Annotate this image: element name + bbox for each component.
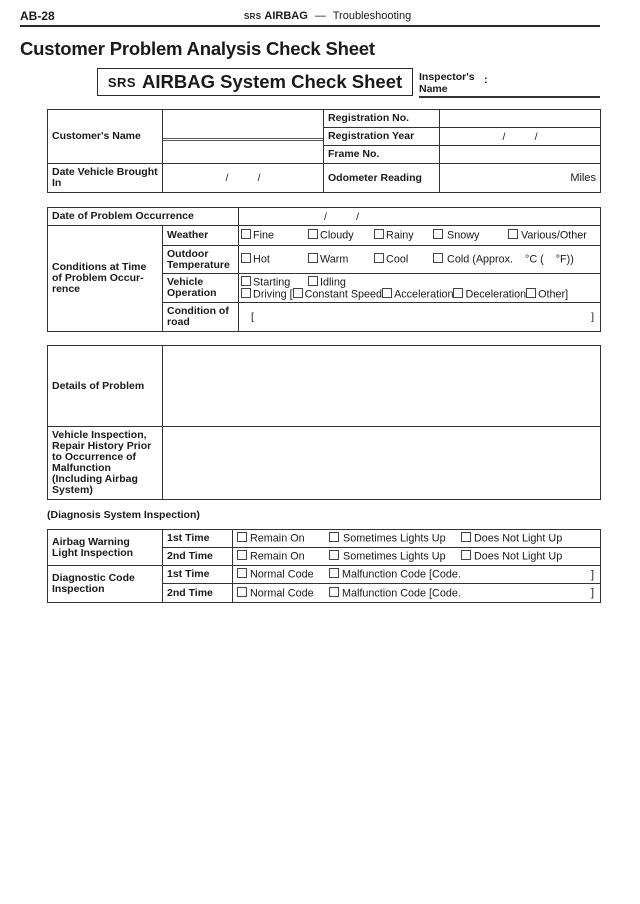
option-label: Does Not Light Up bbox=[474, 532, 563, 545]
option-label: Does Not Light Up bbox=[474, 550, 563, 563]
inspector-name-label bbox=[419, 71, 475, 95]
inspector-label-line1: Inspector's bbox=[419, 71, 475, 83]
checkbox-icon bbox=[526, 288, 536, 298]
checkbox-icon bbox=[329, 532, 339, 542]
weather-label: Weather bbox=[163, 226, 239, 246]
checkbox-icon bbox=[374, 253, 384, 263]
diagnosis-section-label: (Diagnosis System Inspection) bbox=[47, 509, 200, 521]
weather-option-various[interactable] bbox=[508, 229, 587, 242]
problem-date-field[interactable]: / / bbox=[239, 208, 601, 226]
registration-no-field[interactable] bbox=[440, 110, 601, 128]
option-label: Cold (Approx. °C ( °F)) bbox=[447, 253, 574, 266]
checkbox-icon bbox=[293, 288, 303, 298]
registration-year-field[interactable]: / / bbox=[440, 128, 601, 146]
operation-option-other[interactable] bbox=[526, 288, 568, 301]
option-sometimes-lights-up[interactable] bbox=[329, 550, 461, 563]
road-condition-label: Condition of road bbox=[163, 303, 239, 332]
temperature-option-hot[interactable] bbox=[241, 253, 308, 266]
warning-light-label: Airbag Warning Light Inspection bbox=[48, 530, 163, 566]
option-label: Normal Code bbox=[250, 568, 314, 581]
option-does-not-light-up[interactable] bbox=[461, 550, 562, 563]
option-malfunction-code[interactable] bbox=[329, 587, 591, 600]
weather-option-rainy[interactable] bbox=[374, 229, 433, 242]
checkbox-icon bbox=[461, 532, 471, 542]
option-label: Other] bbox=[538, 288, 569, 301]
weather-options bbox=[239, 226, 601, 246]
option-label: Starting bbox=[253, 276, 291, 288]
inspector-colon: : bbox=[484, 74, 488, 86]
operation-label: Vehicle Operation bbox=[163, 274, 239, 303]
checkbox-icon bbox=[382, 288, 392, 298]
checkbox-icon bbox=[241, 229, 251, 239]
checkbox-icon bbox=[374, 229, 384, 239]
warning-light-time-1: 1st Time bbox=[163, 530, 233, 548]
registration-year-label: Registration Year bbox=[324, 128, 440, 146]
option-label: Rainy bbox=[386, 229, 414, 242]
checkbox-icon bbox=[237, 550, 247, 560]
weather-option-fine[interactable] bbox=[241, 229, 308, 242]
option-label: Remain On bbox=[250, 550, 305, 563]
operation-option-deceleration[interactable] bbox=[453, 288, 526, 301]
sheet-title-prefix: SRS bbox=[107, 74, 137, 90]
option-label: Sometimes Lights Up bbox=[343, 532, 446, 545]
warning-light-options-2 bbox=[233, 548, 601, 566]
option-label: Sometimes Lights Up bbox=[343, 550, 446, 563]
diagnostic-code-time-2: 2nd Time bbox=[163, 584, 233, 603]
section-prefix: SRS bbox=[244, 12, 262, 21]
option-malfunction-code[interactable] bbox=[329, 568, 591, 581]
option-label: Cloudy bbox=[320, 229, 354, 242]
section-separator: — bbox=[314, 10, 326, 22]
option-label: Remain On bbox=[250, 532, 305, 545]
odometer-label: Odometer Reading bbox=[324, 164, 440, 193]
inspector-label-line2: Name bbox=[419, 83, 448, 95]
history-field[interactable] bbox=[163, 427, 601, 500]
operation-option-driving[interactable] bbox=[241, 288, 293, 301]
checkbox-icon bbox=[241, 253, 251, 263]
option-sometimes-lights-up[interactable] bbox=[329, 532, 461, 545]
operation-option-acceleration[interactable] bbox=[382, 288, 453, 301]
checkbox-icon bbox=[453, 288, 463, 298]
checkbox-icon bbox=[241, 288, 251, 298]
option-remain-on[interactable] bbox=[237, 550, 329, 563]
temperature-option-cold[interactable] bbox=[433, 253, 574, 266]
road-open-bracket: [ bbox=[251, 311, 254, 323]
operation-options bbox=[239, 274, 601, 303]
option-does-not-light-up[interactable] bbox=[461, 532, 562, 545]
details-field[interactable] bbox=[163, 346, 601, 427]
sheet-title-box bbox=[97, 68, 413, 96]
diagnostic-code-time-1: 1st Time bbox=[163, 566, 233, 584]
conditions-label: Conditions at Time of Problem Occur-rence bbox=[48, 226, 163, 332]
diagnosis-table bbox=[47, 529, 601, 603]
operation-option-idling[interactable] bbox=[308, 276, 346, 289]
code-close-bracket: ] bbox=[591, 587, 594, 599]
option-label: Driving [ bbox=[253, 288, 293, 301]
option-label: Deceleration bbox=[465, 288, 527, 301]
checkbox-icon bbox=[237, 587, 247, 597]
section-header bbox=[244, 10, 411, 22]
header-rule bbox=[20, 25, 600, 27]
operation-option-constant-speed[interactable] bbox=[293, 288, 382, 301]
option-label: Fine bbox=[253, 229, 275, 242]
checkbox-icon bbox=[308, 229, 318, 239]
code-close-bracket: ] bbox=[591, 568, 594, 581]
section-name: AIRBAG bbox=[264, 10, 308, 22]
page-title: Customer Problem Analysis Check Sheet bbox=[20, 38, 375, 59]
diagnostic-code-options-1 bbox=[233, 566, 601, 584]
details-table bbox=[47, 345, 601, 500]
weather-option-cloudy[interactable] bbox=[308, 229, 374, 242]
frame-no-label: Frame No. bbox=[324, 146, 440, 164]
option-label: Malfunction Code [Code. bbox=[342, 568, 461, 581]
temperature-options bbox=[239, 246, 601, 274]
option-label: Warm bbox=[320, 253, 349, 266]
checkbox-icon bbox=[461, 550, 471, 560]
option-normal-code[interactable] bbox=[237, 587, 329, 600]
odometer-unit: Miles bbox=[570, 172, 596, 184]
odometer-field[interactable] bbox=[440, 164, 601, 193]
details-label: Details of Problem bbox=[48, 346, 163, 427]
checkbox-icon bbox=[508, 229, 518, 239]
page-code: AB-28 bbox=[20, 9, 55, 23]
diagnostic-code-options-2 bbox=[233, 584, 601, 603]
checkbox-icon bbox=[237, 568, 247, 578]
date-brought-field[interactable]: / / bbox=[163, 164, 324, 193]
checkbox-icon bbox=[241, 276, 251, 286]
option-label: Normal Code bbox=[250, 587, 314, 600]
warning-light-time-2: 2nd Time bbox=[163, 548, 233, 566]
problem-date-label: Date of Problem Occurrence bbox=[48, 208, 239, 226]
inspector-name-field[interactable] bbox=[419, 96, 600, 98]
option-label: Snowy bbox=[447, 229, 480, 242]
customer-name-label: Customer's Name bbox=[48, 110, 163, 164]
checkbox-icon bbox=[237, 532, 247, 542]
customer-table bbox=[47, 109, 601, 193]
checkbox-icon bbox=[329, 587, 339, 597]
checkbox-icon bbox=[329, 550, 339, 560]
option-label: Various/Other bbox=[521, 229, 587, 242]
customer-name-divider bbox=[163, 138, 323, 141]
operation-option-starting[interactable] bbox=[241, 276, 308, 289]
checkbox-icon bbox=[433, 253, 443, 263]
checkbox-icon bbox=[329, 568, 339, 578]
road-close-bracket: ] bbox=[591, 311, 595, 323]
temperature-label: Outdoor Temperature bbox=[163, 246, 239, 274]
checkbox-icon bbox=[433, 229, 443, 239]
date-brought-label: Date Vehicle Brought In bbox=[48, 164, 163, 193]
temperature-option-warm[interactable] bbox=[308, 253, 374, 266]
option-normal-code[interactable] bbox=[237, 568, 329, 581]
option-label: Acceleration bbox=[394, 288, 454, 301]
diagnostic-code-label: Diagnostic Code Inspection bbox=[48, 566, 163, 603]
problem-table bbox=[47, 207, 601, 332]
weather-option-snowy[interactable] bbox=[433, 229, 508, 242]
checkbox-icon bbox=[308, 276, 318, 286]
sheet-title: AIRBAG System Check Sheet bbox=[142, 71, 403, 92]
option-label: Malfunction Code [Code. bbox=[342, 587, 461, 600]
temperature-option-cool[interactable] bbox=[374, 253, 433, 266]
history-label: Vehicle Inspection, Repair History Prior to Occurrence of Malfunction (Including Airbag System) bbox=[48, 427, 163, 500]
frame-no-field[interactable] bbox=[440, 146, 601, 164]
warning-light-options-1 bbox=[233, 530, 601, 548]
customer-name-field[interactable] bbox=[163, 110, 324, 164]
option-remain-on[interactable] bbox=[237, 532, 329, 545]
checkbox-icon bbox=[308, 253, 318, 263]
option-label: Constant Speed bbox=[304, 288, 383, 301]
road-condition-field[interactable] bbox=[239, 303, 601, 332]
option-label: Idling bbox=[320, 276, 346, 288]
registration-no-label: Registration No. bbox=[324, 110, 440, 128]
section-topic: Troubleshooting bbox=[332, 10, 412, 22]
option-label: Hot bbox=[253, 253, 270, 266]
option-label: Cool bbox=[386, 253, 409, 266]
